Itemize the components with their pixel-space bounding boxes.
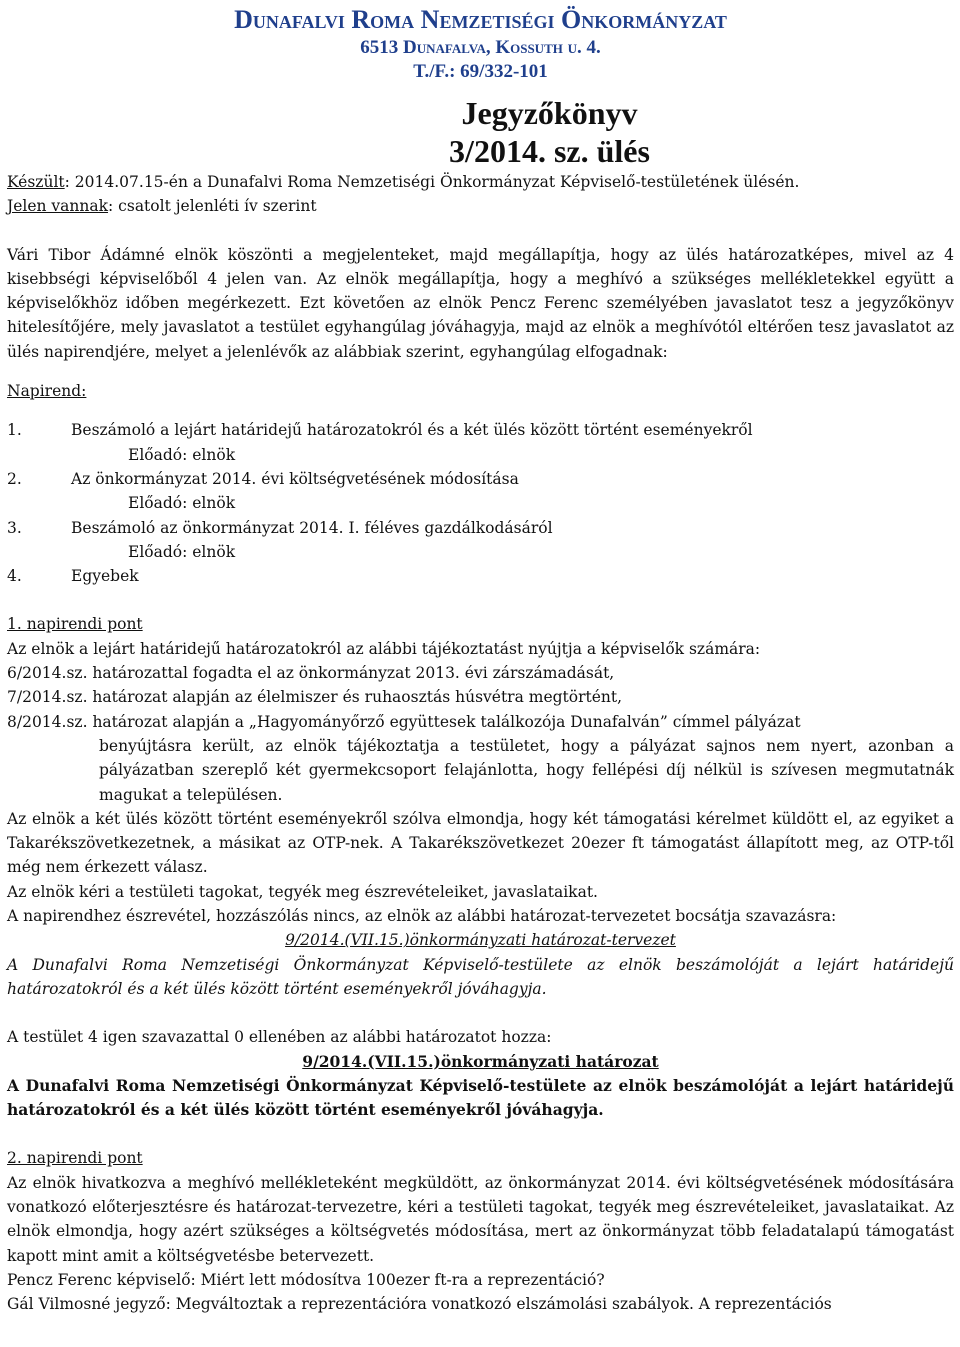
resolution-8-lead: 8/2014.sz. xyxy=(7,712,88,731)
resolution-7: 7/2014.sz. határozat alapján az élelmiszer és ruhaosztás húsvétra megtörtént, xyxy=(7,688,623,707)
organization-phone: T./F.: 69/332-101 xyxy=(413,61,548,82)
made-text: : 2014.07.15-én a Dunafalvi Roma Nemzetiségi Önkormányzat Képviselő-testületének ülésén. xyxy=(64,173,800,191)
draft-resolution-text: A Dunafalvi Roma Nemzetiségi Önkormányzat Képviselő-testülete az elnök beszámolóját a lejárt határidejű határozatokról és a két ülés között történt eseményekről jóváhagyja. xyxy=(7,955,954,998)
spacer xyxy=(7,1001,954,1025)
no-comment-paragraph: A napirendhez észrevétel, hozzászólás nincs, az elnök az alábbi határozat-tervezetet bocsátja szavazásra: xyxy=(7,907,837,926)
resolution-6: 6/2014.sz. határozattal fogadta el az önkormányzat 2013. évi zárszámadását, xyxy=(7,664,615,683)
spacer xyxy=(7,1122,954,1146)
opening-paragraph: Vári Tibor Ádámné elnök köszönti a megjelenteket, majd megállapítja, hogy az ülés határozatképes, mivel az 4 kisebbségi képviselőből 4 jelen van. Az elnök megállapítja, hogy a meghívó a szükséges mellékletekkel együtt a képviselőkhöz időben megérkezett. Ezt követően az elnök Pencz Ferenc személyében javaslatot tesz a jegyzőkönyv hitelesítőjére, mely javaslatot a testület egyhangúlag jóváhagyja, majd az elnök a meghívótól eltérően tesz javaslatot az ülés napirendjére, melyet a jelenlévők az alábbiak szerint, egyhangúlag elfogadnak: xyxy=(7,245,954,361)
question-line: Pencz Ferenc képviselő: Miért lett módosítva 100ezer ft-ra a reprezentáció? xyxy=(7,1270,605,1289)
present-line xyxy=(7,194,954,218)
agenda-item-number: 4. xyxy=(7,567,22,586)
events-paragraph: Az elnök a két ülés között történt eseményekről szólva elmondja, hogy két támogatási kérelmet küldött el, az egyiket a Takarékszövetkezetnek, a másikat az OTP-nek. A Takarékszövetkezet 20ezer ft támogatást állapított meg, az OTP-től még nem érkezett válasz. xyxy=(7,809,954,877)
agenda-item xyxy=(7,564,954,588)
session-number: 3/2014. sz. ülés xyxy=(449,133,650,169)
organization-name: Dunafalvi Roma Nemzetiségi Önkormányzat xyxy=(234,5,727,34)
spacer xyxy=(7,219,954,243)
agenda-item-text: Az önkormányzat 2014. évi költségvetésének módosítása xyxy=(71,469,519,488)
agenda-item xyxy=(7,418,954,442)
point2-paragraph: Az elnök hivatkozva a meghívó mellékleteként megküldött, az önkormányzat 2014. évi költségvetésének módosítására vonatkozó előterjesztésre és határozat-tervezetre, kéri a testületi tagokat, tegyék meg észrevételeiket, javaslataikat. Az elnök elmondja, hogy azért szükséges a költségvetés módosítása, mert az önkormányzat több feladatalapú támogatást kapott mint amit a költségvetésbe betervezett. xyxy=(7,1173,954,1265)
agenda-list xyxy=(7,418,954,588)
resolution-8-first xyxy=(7,710,954,734)
agenda-item-number: 3. xyxy=(7,518,22,537)
document-title: Jegyzőkönyv xyxy=(461,95,638,131)
made-label: Készült xyxy=(7,173,65,191)
spacer xyxy=(7,588,954,612)
agenda-item-presenter: Előadó: elnök xyxy=(128,445,236,464)
document-page xyxy=(0,4,960,1347)
present-text: : csatolt jelenléti ív szerint xyxy=(108,197,317,216)
vote-paragraph: A testület 4 igen szavazattal 0 ellenében az alábbi határozatot hozza: xyxy=(7,1028,552,1047)
resolution-text: A Dunafalvi Roma Nemzetiségi Önkormányzat Képviselő-testülete az elnök beszámolóját a lejárt határidejű határozatokról és a két ülés között történt eseményekről jóváhagyja. xyxy=(7,1075,954,1120)
spacer xyxy=(7,364,954,379)
resolution-8-rest: benyújtásra került, az elnök tájékoztatja a testületet, hogy a pályázat sajnos nem nyert, azonban a pályázatban szereplő két gyermekcsoport felajánlotta, hogy fellépési díj nélkül is szívesen megmutatnák magukat a településen. xyxy=(99,736,954,804)
point2-heading: 2. napirendi pont xyxy=(7,1149,143,1168)
agenda-item-presenter: Előadó: elnök xyxy=(128,494,236,513)
spacer xyxy=(7,403,954,418)
draft-resolution-title: 9/2014.(VII.15.)önkormányzati határozat-tervezet xyxy=(285,931,676,950)
made-line xyxy=(7,170,954,194)
organization-address: 6513 Dunafalva, Kossuth u. 4. xyxy=(360,37,601,58)
resolution-8-first-line: határozat alapján a „Hagyományőrző együttesek találkozója Dunafalván” címmel pályázat xyxy=(87,712,801,731)
resolution-title: 9/2014.(VII.15.)önkormányzati határozat xyxy=(302,1051,659,1071)
agenda-item-text: Beszámoló az önkormányzat 2014. I. féléves gazdálkodásáról xyxy=(71,518,553,537)
agenda-heading: Napirend: xyxy=(7,382,87,401)
agenda-item-text: Beszámoló a lejárt határidejű határozatokról és a két ülés között történt eseményekről xyxy=(71,421,753,440)
agenda-item-presenter: Előadó: elnök xyxy=(128,542,236,561)
present-label: Jelen vannak xyxy=(7,197,109,216)
agenda-item xyxy=(7,467,954,491)
point1-intro: Az elnök a lejárt határidejű határozatokról az alábbi tájékoztatást nyújtja a képviselők számára: xyxy=(7,639,761,658)
agenda-item-number: 2. xyxy=(7,469,22,488)
agenda-item xyxy=(7,516,954,540)
point1-heading: 1. napirendi pont xyxy=(7,615,143,634)
ask-paragraph: Az elnök kéri a testületi tagokat, tegyék meg észrevételeiket, javaslataikat. xyxy=(7,882,598,901)
answer-line: Gál Vilmosné jegyző: Megváltoztak a reprezentációra vonatkozó elszámolási szabályok. A reprezentációs xyxy=(7,1295,832,1314)
agenda-item-number: 1. xyxy=(7,421,22,440)
agenda-item-text: Egyebek xyxy=(71,567,139,586)
